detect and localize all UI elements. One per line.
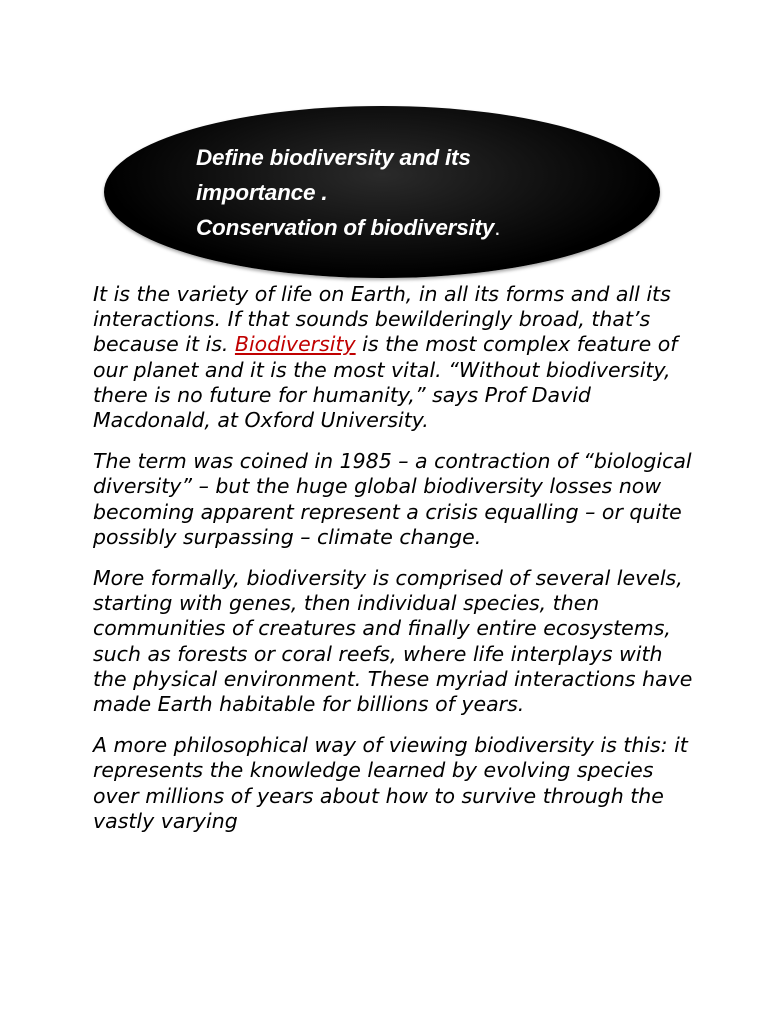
biodiversity-link[interactable]: Biodiversity [234, 332, 356, 357]
title-line-1: Define biodiversity and its [196, 145, 471, 170]
paragraph-3: More formally, biodiversity is comprised of several levels, starting with genes, then individual species, then communities of creatures and finally entire ecosystems, such as forests or coral reefs, where life interplays with the physical environment. These myriad interactions have made Earth habitable for billions of years. [93, 566, 693, 717]
page-title [196, 140, 616, 245]
paragraph-1-rest: is the most complex feature of our planet and it is the most vital. “Without biodiversity, there is no future for humanity,” says Prof David Macdonald, at Oxford University. [93, 332, 678, 433]
article-body [93, 282, 693, 850]
paragraph-4: A more philosophical way of viewing biodiversity is this: it represents the knowledge learned by evolving species over millions of years about how to survive through the vastly varying [93, 733, 688, 833]
paragraph-1-intro: It is the variety of life on Earth, in all its forms and all its interactions. If that sounds bewilderingly broad, that’s because it is. [93, 282, 671, 357]
title-line-2: importance . [196, 180, 328, 205]
title-line-3 [196, 210, 616, 245]
title-line-3-text: Conservation of biodiversity [196, 215, 495, 240]
title-line-3-suffix: . [494, 215, 501, 240]
paragraph-1 [93, 282, 693, 433]
paragraph-2: The term was coined in 1985 – a contraction of “biological diversity” – but the huge global biodiversity losses now becoming apparent represent a crisis equalling – or quite possibly surpassing – climate change. [93, 449, 692, 549]
